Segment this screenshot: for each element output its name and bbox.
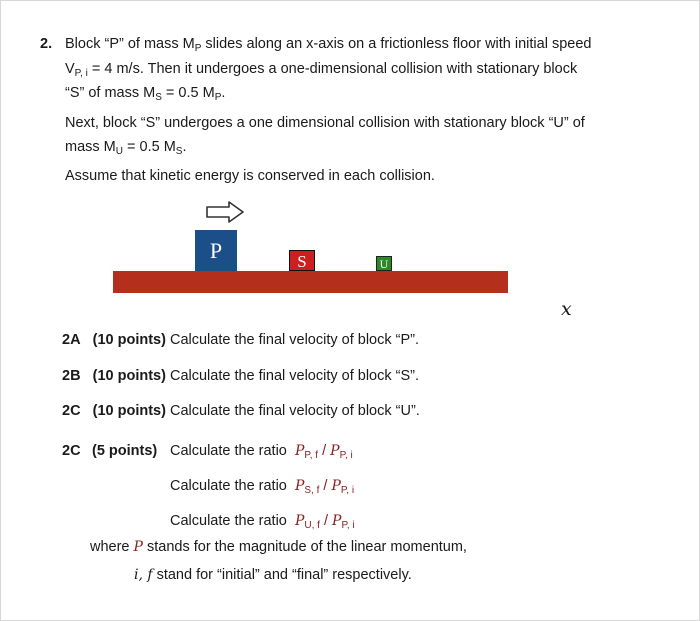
right-arrow-icon [205, 201, 245, 223]
intro-line-1: Block “P” of mass $M_P$ slides along an x-axis on a frictionless floor with initial speed [65, 36, 592, 54]
ratio-line-3: Calculate the ratio $P_{U, f} / P_{P, i}$ [170, 513, 355, 531]
x-axis-label: x [561, 298, 572, 320]
ratio-line-1: Calculate the ratio $P_{P, f} / P_{P, i}$ [170, 443, 353, 461]
question-2b: 2B (10 points) Calculate the final velocity of block “S”. [62, 368, 420, 384]
ratio-question-id: 2C [62, 443, 81, 459]
ratio-question-points: (5 points) [92, 443, 158, 459]
ratio-line-2: Calculate the ratio $P_{S, f} / P_{P, i}$ [170, 478, 355, 496]
question-2c: 2C (10 points) Calculate the final velocity of block “U”. [62, 403, 420, 419]
intro-line-2: $V_{P, i} = 4$ m/s. Then it undergoes a one-dimensional collision with stationary block [65, 61, 578, 79]
momentum-definition: where P stands for the magnitude of the linear momentum, [90, 539, 467, 555]
question-2a: 2A (10 points) Calculate the final velocity of block “P”. [62, 332, 420, 348]
problem-number: 2. [40, 36, 53, 52]
block-u: U [376, 256, 392, 271]
assumption-text: Assume that kinetic energy is conserved in each collision. [65, 168, 435, 184]
intro-line-3: “S” of mass $M_S = 0.5$ $M_P$. [65, 85, 226, 103]
block-p: P [195, 230, 237, 271]
next-line-2: mass $M_U = 0.5$ $M_S$. [65, 139, 187, 157]
block-s: S [289, 250, 315, 271]
initial-final-definition: i, f stand for “initial” and “final” respectively. [134, 567, 412, 583]
next-line-1: Next, block “S” undergoes a one dimensional collision with stationary block “U” of [65, 115, 585, 131]
frictionless-floor [113, 271, 508, 293]
